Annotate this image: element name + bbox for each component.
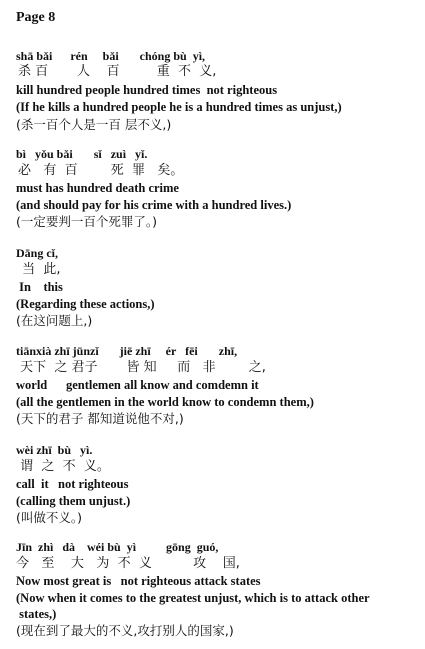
gloss-line: call it not righteous bbox=[16, 477, 129, 491]
pinyin-line: bì yǒu bǎi sǐ zuì yǐ. bbox=[16, 147, 148, 161]
translation-line: (Now when it comes to the greatest unjust, which is to attack other bbox=[16, 591, 370, 605]
translation-line-continued: states,) bbox=[16, 607, 57, 621]
gloss-line: world gentlemen all know and comdemn it bbox=[16, 378, 259, 392]
translation-line: (all the gentlemen in the world know to condemn them,) bbox=[16, 395, 314, 409]
translation-line: (If he kills a hundred people he is a hundred times as unjust,) bbox=[16, 100, 342, 114]
page-title: Page 8 bbox=[16, 10, 56, 25]
chinese-translation-line: (杀一百个人是一百 层不义,) bbox=[16, 117, 172, 132]
chinese-translation-line: (叫做不义。) bbox=[16, 510, 83, 525]
pinyin-line: shā bǎi rén bǎi chóng bù yì, bbox=[16, 49, 206, 63]
hanzi-line: 谓 之 不 义。 bbox=[16, 459, 110, 474]
chinese-translation-line: (在这问题上,) bbox=[16, 313, 93, 328]
hanzi-line: 必 有 百 死 罪 矣。 bbox=[18, 163, 184, 178]
pinyin-line: tiānxià zhī jūnzǐ jiē zhī ér fēi zhī, bbox=[16, 344, 238, 358]
hanzi-line: 今 至 大 为 不 义 攻 国, bbox=[16, 556, 240, 571]
gloss-line: must has hundred death crime bbox=[16, 181, 179, 195]
chinese-translation-line: (天下的君子 都知道说他不对,) bbox=[16, 411, 184, 426]
gloss-line: Now most great is not righteous attack states bbox=[16, 574, 261, 588]
pinyin-line: wèi zhī bù yì. bbox=[16, 443, 93, 457]
chinese-translation-line: (现在到了最大的不义,攻打别人的国家,) bbox=[16, 623, 234, 638]
pinyin-line: Jīn zhì dà wéi bù yì gōng guó, bbox=[16, 540, 219, 554]
gloss-line: In this bbox=[16, 280, 63, 294]
translation-line: (calling them unjust.) bbox=[16, 494, 131, 508]
chinese-translation-line: (一定要判一百个死罪了。) bbox=[16, 214, 158, 229]
hanzi-line: 当 此, bbox=[18, 262, 61, 277]
hanzi-line: 杀 百 人 百 重 不 义, bbox=[18, 64, 217, 79]
translation-line: (and should pay for his crime with a hundred lives.) bbox=[16, 198, 292, 212]
hanzi-line: 天下 之 君子 皆 知 而 非 之, bbox=[16, 360, 266, 375]
gloss-line: kill hundred people hundred times not righteous bbox=[16, 83, 278, 97]
translation-line: (Regarding these actions,) bbox=[16, 297, 155, 311]
pinyin-line: Dāng cǐ, bbox=[16, 246, 58, 260]
